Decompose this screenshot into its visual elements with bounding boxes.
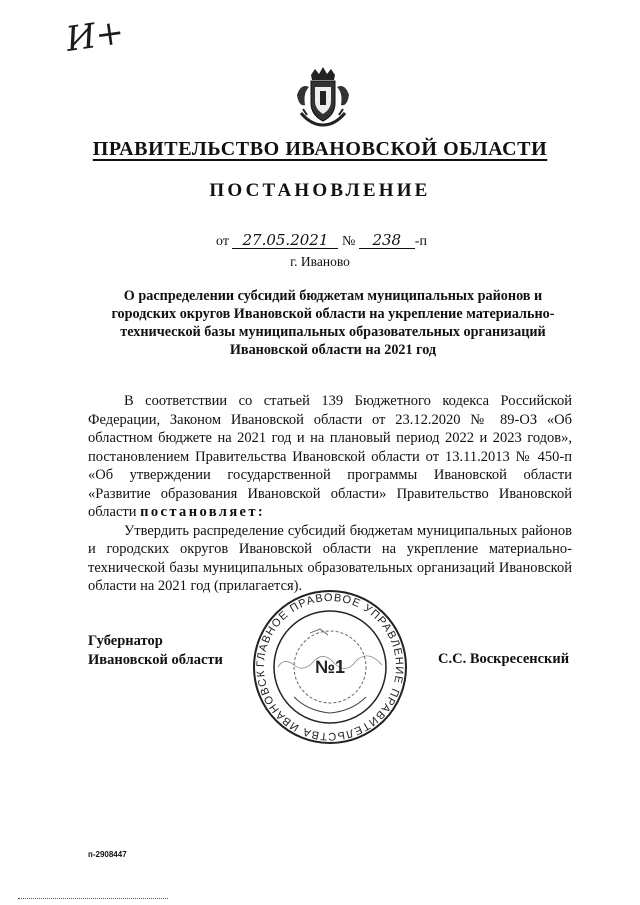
- document-body: [88, 392, 572, 596]
- number-field: 238: [359, 232, 415, 249]
- signatory-name: С.С. Воскресенский: [438, 651, 570, 667]
- paragraph-basis: В соответствии со статьей 139 Бюджетного кодекса Российской Федерации, Законом Ивановской области от 23.12.2020 № 89-ОЗ «Об областном бюджете на 2021 год и на плановый период 2022 и 2023 годов», постановлением Правительства Ивановской области от 13.11.2013 № 450-п «Об утверждении государственной программы Ивановской области «Развитие образования Ивановской области» Правительство Ивановской области постановляет:: [88, 393, 572, 520]
- coat-of-arms-icon: [291, 65, 355, 129]
- number-sign: №: [341, 234, 356, 249]
- resolves-keyword: постановляет:: [140, 504, 266, 520]
- scan-edge-marks: [18, 898, 168, 901]
- date-field: 27.05.2021: [232, 232, 338, 249]
- date-prefix: от: [216, 234, 229, 249]
- registration-line: [216, 232, 427, 250]
- number-suffix: -п: [414, 234, 427, 249]
- stamp-center-text: №1: [314, 657, 346, 677]
- document-code: п-2908447: [88, 850, 127, 859]
- official-stamp: [250, 587, 410, 747]
- city: г. Иваново: [290, 254, 350, 269]
- handwritten-mark: И+: [63, 12, 127, 60]
- document-subject: О распределении субсидий бюджетам муниципальных районов и городских округов Ивановской области на укрепление материально-технической базы муниципальных образовательных организаций Ивановской области на 2021 год: [111, 288, 555, 358]
- authority-title: ПРАВИТЕЛЬСТВО ИВАНОВСКОЙ ОБЛАСТИ: [92, 138, 548, 160]
- document-type: ПОСТАНОВЛЕНИЕ: [209, 180, 431, 201]
- paragraph-resolution: Утвердить распределение субсидий бюджетам муниципальных районов и городских округов Ивановской области на укрепление материально-технической базы муниципальных образовательных организаций Ивановской области на 2021 год (прилагается).: [88, 522, 572, 594]
- stamp-ring-text: ГЛАВНОЕ ПРАВОВОЕ УПРАВЛЕНИЕ ПРАВИТЕЛЬСТВА ИВАНОВСК: [254, 591, 406, 743]
- signatory-position: Губернатор Ивановской области: [88, 633, 223, 668]
